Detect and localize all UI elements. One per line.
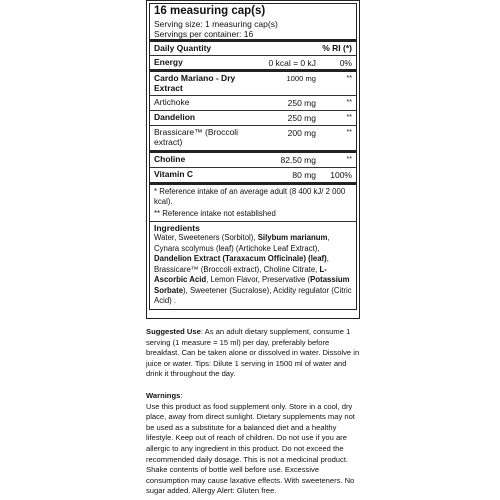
servings-per-container: Servings per container: 16: [154, 29, 254, 39]
row-name: Artichoke: [154, 97, 190, 107]
ingredients-title: Ingredients: [154, 223, 200, 233]
ingredients-part: Water, Sweeteners (Sorbitol),: [154, 233, 258, 242]
ingredients-highlight: Potassium Sorbate: [154, 275, 350, 295]
row-name: Cardo Mariano - Dry Extract: [154, 73, 236, 93]
energy-ri: 0%: [339, 58, 352, 68]
row-name: Vitamin C: [154, 169, 194, 179]
table-row: [150, 96, 356, 110]
row-name: Brassicare™ (Broccoli extract): [154, 127, 239, 147]
row-ri: **: [346, 114, 352, 121]
warnings-text: : Use this product as food supplement only. Store in a cool, dry place, away from direct sunlight. Dietary supplements may not be used as a substitute for a balanced diet and a healthy lifestyle. Keep out of reach of children. Do not use if you are allergic to any ingredient in this product. Do not exceed the recommended daily dosage. This is not a medicinal product. Shake contents of bottle well before use. Excessive consumption may cause laxative effects. With sweeteners. No sugar added. Allergy Alert: Gluten free.: [146, 391, 355, 496]
ingredients-text: [154, 233, 352, 307]
ingredients-part: , Brassicare™ (Broccoli extract), Choline Citrate,: [154, 254, 329, 274]
nutrition-panel: [149, 3, 357, 310]
ingredients-highlight: Dandelion Extract (Taraxacum Officinale) (leaf): [154, 254, 327, 263]
row-amount: 1000 mg: [286, 74, 316, 83]
row-amount: 82.50 mg: [280, 155, 316, 165]
row-amount: 250 mg: [287, 113, 316, 123]
row-ri: **: [346, 156, 352, 163]
row-ri: **: [346, 99, 352, 106]
header-daily-quantity: Daily Quantity: [154, 43, 212, 53]
energy-amount: 0 kcal = 0 kJ: [268, 58, 316, 68]
row-amount: 80 mg: [292, 170, 316, 180]
warnings-paragraph: [146, 391, 360, 497]
row-name: Dandelion: [154, 112, 196, 122]
table-header: [150, 42, 356, 55]
table-row: [150, 72, 356, 95]
header-ri: % RI (*): [322, 43, 352, 53]
row-ri: **: [346, 75, 352, 82]
ingredients-highlight: Silybum marianum: [257, 233, 328, 242]
ingredients-highlight: L-Ascorbic Acid: [154, 264, 327, 284]
ingredients-part: ), Sweetener (Sucralose), Acidity regulator (Citric Acid) .: [154, 285, 352, 305]
warnings-title: Warnings: [146, 391, 181, 400]
label-title: 16 measuring cap(s): [154, 5, 266, 17]
suggested-use-text: : As an adult dietary supplement, consume 1 serving (1 measure = 15 ml) per day, preferably before breakfast. Can be taken alone or dissolved in water. Dissolve in juice or water. Tips: Dilute 1 serving in 1500 ml of water and drink it throughout the day.: [146, 327, 360, 379]
row-ri: 100%: [330, 170, 352, 180]
row-name: Choline: [154, 154, 186, 164]
energy-name: Energy: [154, 57, 183, 67]
row-amount: 250 mg: [287, 98, 316, 108]
energy-row: [150, 56, 356, 69]
suggested-use-paragraph: [146, 327, 360, 380]
reference-intake-note: * Reference intake of an average adult (8 400 kJ/ 2 000 kcal).: [154, 187, 346, 206]
table-row: [150, 153, 356, 167]
ingredients-part: , Lemon Flavor, Preservative (: [206, 275, 311, 284]
suggested-use-title: Suggested Use: [146, 327, 201, 336]
row-amount: 200 mg: [287, 128, 316, 138]
row-ri: **: [346, 129, 352, 136]
serving-size: Serving size: 1 measuring cap(s): [154, 19, 278, 29]
table-row: [150, 168, 356, 182]
ingredients-part: , Cynara scolymus (leaf) (Artichoke Leaf Extract),: [154, 233, 330, 253]
supplement-facts-label: [146, 0, 360, 319]
table-row: [150, 111, 356, 125]
ingredients-section: [150, 222, 356, 309]
reference-not-established-note: ** Reference intake not established: [154, 209, 276, 218]
table-row: [150, 126, 356, 150]
